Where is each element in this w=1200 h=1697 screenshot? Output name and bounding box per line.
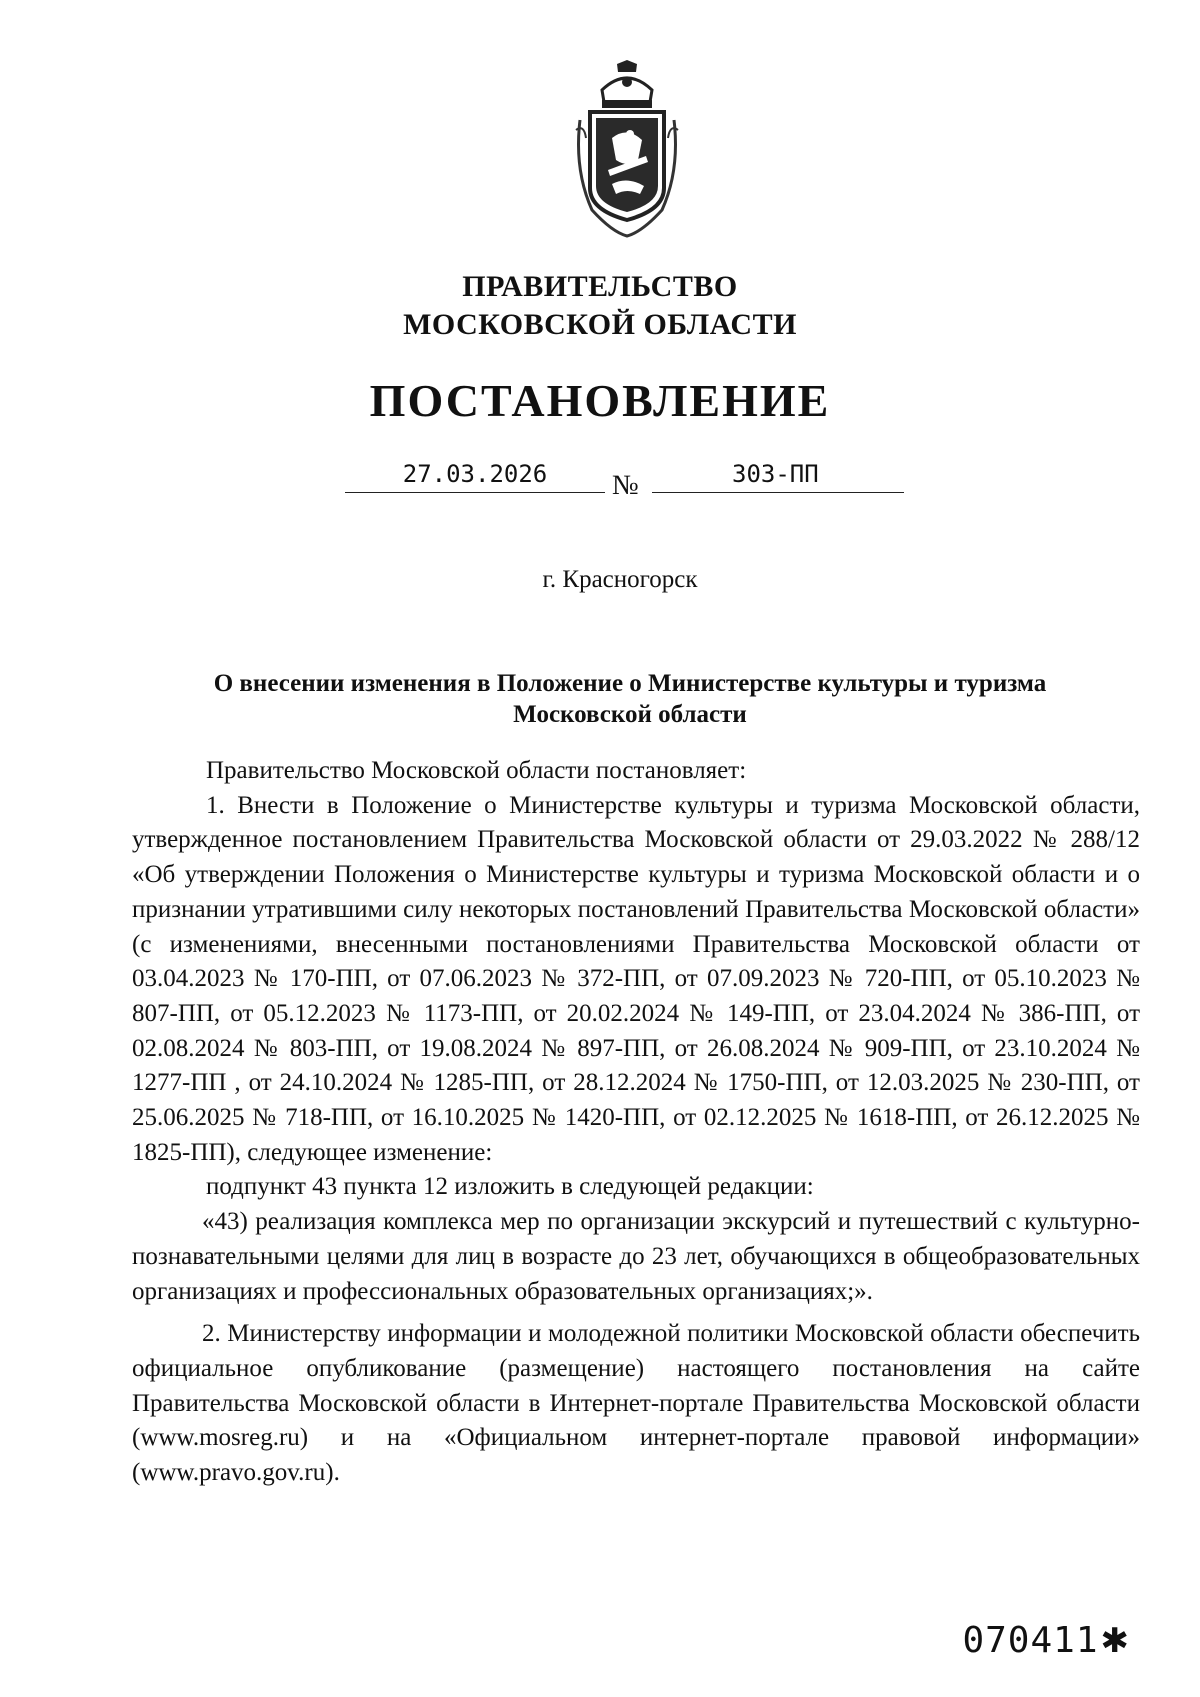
document-type-title: ПОСТАНОВЛЕНИЕ xyxy=(369,375,831,426)
preamble-paragraph: Правительство Московской области постановляет: xyxy=(206,757,747,784)
registration-number: 070411 xyxy=(962,1620,1099,1661)
clause-1-quote: «43) реализация комплекса мер по организации экскурсий и путешествий с культурно-познавательными целями для лиц в возрасте до 23 лет, обучающихся в общеобразовательных организациях и профессиональных образовательных организациях;». xyxy=(132,1208,1140,1305)
government-title-line2: МОСКОВСКОЙ ОБЛАСТИ xyxy=(403,308,797,341)
subject-line2: Московской области xyxy=(513,701,747,728)
registration-stamp xyxy=(962,1620,1130,1661)
clause-1-subitem: подпункт 43 пункта 12 изложить в следующей редакции: xyxy=(206,1173,814,1201)
government-title-line1: ПРАВИТЕЛЬСТВО xyxy=(462,270,738,303)
document-number: 303-ПП xyxy=(652,460,904,493)
document-date: 27.03.2026 xyxy=(345,460,605,493)
city-line: г. Красногорск xyxy=(542,566,698,593)
clause-1-paragraph: 1. Внести в Положение о Министерстве культуры и туризма Московской области, утвержденное постановлением Правительства Московской области от 29.03.2022 № 288/12 «Об утверждении Положения о Министерстве культуры и туризма Московской области и о признании утратившими силу некоторых постановлений Правительства Московской области» (с изменениями, внесенными постановлениями Правительства Московской области от 03.04.2023 № 170-ПП, от 07.06.2023 № 372-ПП, от 07.09.2023 № 720-ПП, от 05.10.2023 № 807-ПП, от 05.12.2023 № 1173-ПП, от 20.02.2024 № 149-ПП, от 23.04.2024 № 386-ПП, от 02.08.2024 № 803-ПП, от 19.08.2024 № 897-ПП, от 26.08.2024 № 909-ПП, от 23.10.2024 № 1277-ПП , от 24.10.2024 № 1285-ПП, от 28.12.2024 № 1750-ПП, от 12.03.2025 № 230-ПП, от 25.06.2025 № 718-ПП, от 16.10.2025 № 1420-ПП, от 02.12.2025 № 1618-ПП, от 26.12.2025 № 1825-ПП), следующее изменение: xyxy=(132,791,1140,1166)
document-body xyxy=(132,754,1140,1491)
asterisk-icon: ✱ xyxy=(1100,1621,1130,1661)
moscow-oblast-coat-of-arms-icon xyxy=(572,60,682,240)
date-number-row xyxy=(0,460,1200,510)
clause-2-paragraph: 2. Министерству информации и молодежной политики Московской области обеспечить официальное опубликование (размещение) настоящего постановления на сайте Правительства Московской области в Интернет-портале Правительства Московской области (www.mosreg.ru) и на «Официальном интернет-портале правовой информации» (www.pravo.gov.ru). xyxy=(132,1320,1140,1487)
number-sign: № xyxy=(612,470,639,501)
document-subject xyxy=(150,668,1110,730)
government-title xyxy=(0,268,1200,344)
subject-line1: О внесении изменения в Положение о Министерстве культуры и туризма xyxy=(213,670,1047,697)
